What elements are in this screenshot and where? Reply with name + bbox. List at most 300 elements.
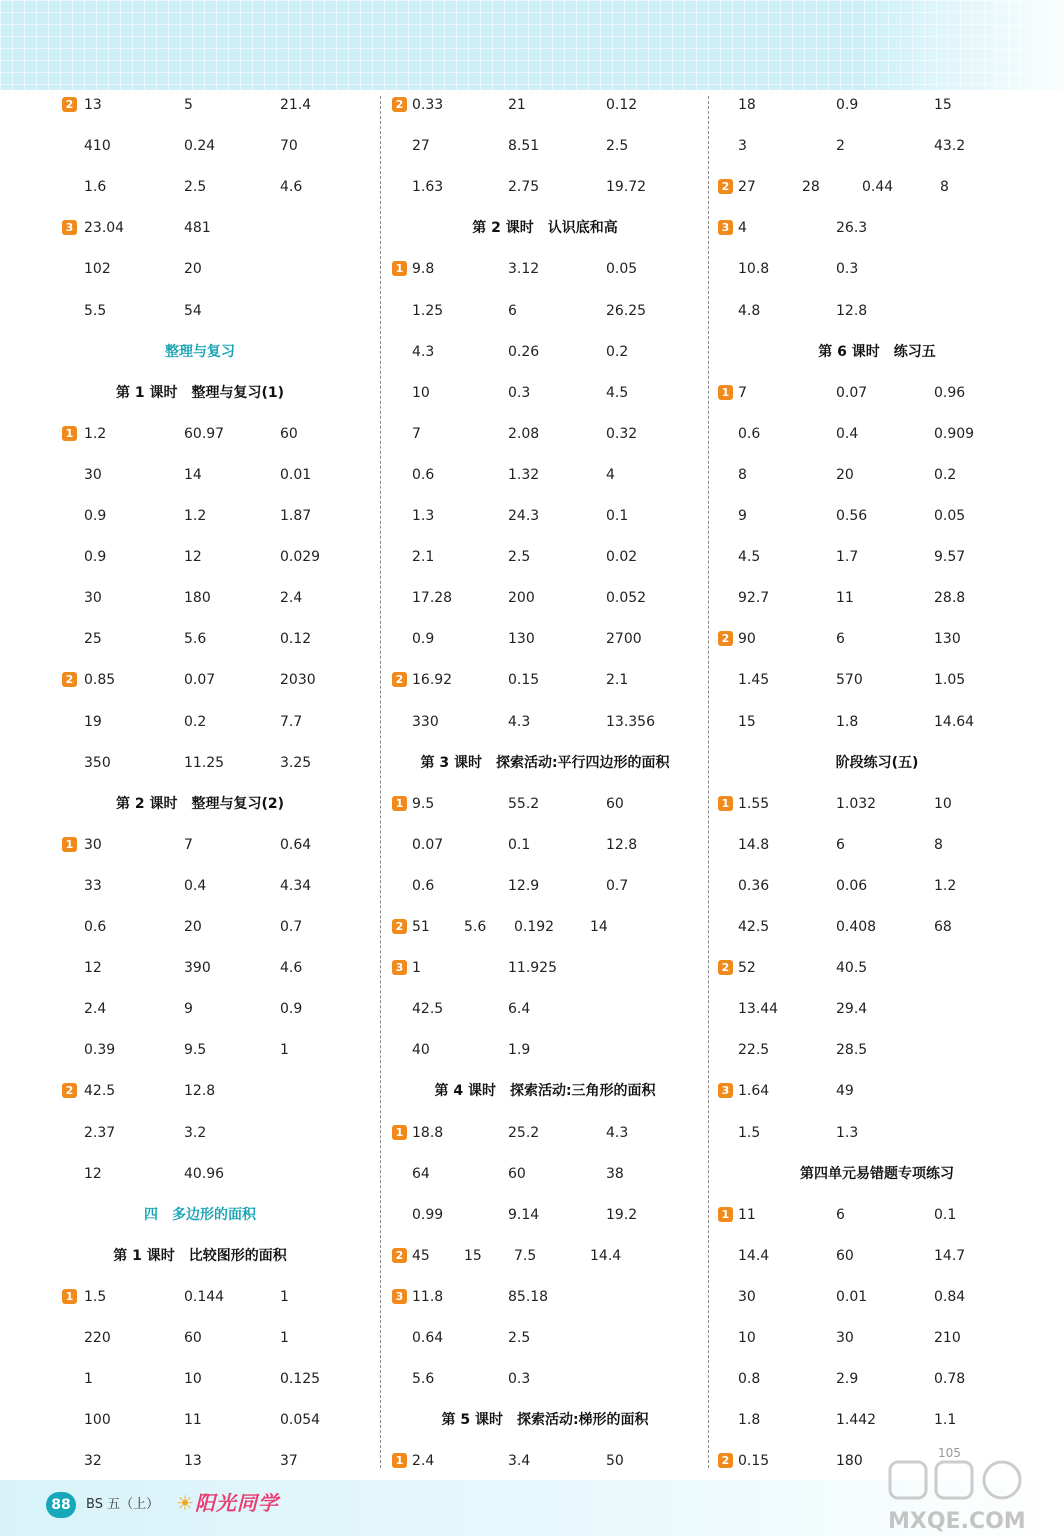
answer-value: 0.144 [184, 1288, 225, 1305]
answer-value: 10 [412, 384, 430, 401]
answer-value: 0.33 [412, 97, 444, 113]
answer-value: 1.25 [412, 302, 444, 319]
answer-value: 11.8 [412, 1288, 444, 1305]
answer-value: 1.8 [738, 1412, 761, 1429]
answer-value: 12.8 [606, 836, 638, 853]
answer-value: 7 [412, 425, 421, 442]
answer-value: 0.15 [738, 1453, 770, 1470]
answer-value: 12 [84, 960, 102, 977]
answer-row [384, 1118, 706, 1148]
question-number-badge: 1 [62, 426, 77, 441]
answer-value: 9.5 [412, 795, 435, 812]
answer-value: 0.192 [514, 919, 555, 935]
answer-value: 14.8 [738, 836, 770, 853]
answer-value: 0.6 [412, 877, 435, 894]
answer-value: 13.44 [738, 1001, 779, 1018]
answer-row [22, 501, 378, 531]
answer-value: 18.8 [412, 1124, 444, 1141]
answer-value: 0.02 [606, 549, 638, 566]
answer-row [712, 912, 1042, 942]
answer-value: 0.32 [606, 425, 638, 442]
answer-value: 0.85 [84, 672, 116, 689]
answer-value: 1.032 [836, 795, 877, 812]
answer-value: 64 [412, 1165, 430, 1182]
answer-row [22, 460, 378, 490]
answer-value: 4 [606, 466, 615, 483]
answer-row [384, 1200, 706, 1230]
answer-value: 1.64 [738, 1083, 770, 1100]
brand-logo: ☀阳光同学 [176, 1491, 279, 1515]
answer-row [22, 830, 378, 860]
answer-value: 4.6 [280, 179, 303, 196]
question-number-badge: 1 [392, 261, 407, 276]
answer-value: 9.8 [412, 261, 435, 278]
answer-value: 0.56 [836, 508, 868, 524]
answer-row [712, 1241, 1042, 1271]
answer-row [712, 707, 1042, 737]
column-divider [380, 96, 381, 1468]
answer-value: 55.2 [508, 795, 540, 812]
answer-row [384, 871, 706, 901]
answer-row [712, 131, 1042, 161]
answer-value: 28.8 [934, 590, 966, 607]
answer-value: 0.01 [836, 1288, 868, 1305]
answer-value: 0.4 [836, 425, 859, 442]
answer-row [712, 665, 1042, 695]
answer-value: 15 [738, 713, 756, 730]
answer-value: 102 [84, 261, 111, 278]
answer-value: 21.4 [280, 97, 312, 113]
question-number-badge: 1 [718, 796, 733, 811]
answer-value: 9 [738, 508, 747, 524]
answer-value: 12.8 [836, 302, 868, 319]
answer-value: 0.9 [84, 508, 107, 524]
page-number: 88 [46, 1492, 76, 1518]
answer-row [22, 254, 378, 284]
answer-value: 2030 [280, 672, 316, 689]
answer-value: 0.3 [836, 261, 859, 278]
answer-value: 4 [738, 220, 747, 237]
answer-value: 19 [84, 713, 102, 730]
answer-value: 2.37 [84, 1124, 116, 1141]
answer-value: 180 [184, 590, 211, 607]
answer-value: 0.15 [508, 672, 540, 689]
answer-row [384, 337, 706, 367]
answer-value: 25 [84, 631, 102, 648]
section-title: 整理与复习 [165, 343, 235, 360]
lesson-title: 第 2 课时 认识底和高 [472, 220, 618, 237]
answer-value: 100 [84, 1412, 111, 1429]
answer-value: 1.2 [934, 877, 957, 894]
answer-row [712, 953, 1042, 983]
answer-row [22, 1159, 378, 1189]
answer-value: 24.3 [508, 508, 540, 524]
answer-row [712, 1323, 1042, 1353]
answer-value: 0.84 [934, 1288, 966, 1305]
answer-value: 1.63 [412, 179, 444, 196]
answer-value: 15 [934, 97, 952, 113]
answer-value: 1.32 [508, 466, 540, 483]
answer-value: 30 [84, 590, 102, 607]
answer-value: 0.9 [412, 631, 435, 648]
answer-value: 8.51 [508, 138, 540, 155]
sun-icon: ☀ [176, 1491, 195, 1515]
answer-value: 0.12 [606, 97, 638, 113]
answer-value: 23.04 [84, 220, 125, 237]
answer-value: 1.6 [84, 179, 107, 196]
answer-value: 350 [84, 754, 111, 771]
answer-row [384, 994, 706, 1024]
answer-row [712, 1118, 1042, 1148]
answer-value: 26.25 [606, 302, 647, 319]
answer-value: 1.1 [934, 1412, 957, 1429]
answer-row [22, 1446, 378, 1476]
answer-value: 0.9 [84, 549, 107, 566]
watermark-number: 105 [938, 1446, 961, 1460]
answer-row [712, 419, 1042, 449]
answer-row [712, 213, 1042, 243]
answer-value: 60 [280, 425, 298, 442]
answer-row [384, 1364, 706, 1394]
answer-row [384, 419, 706, 449]
answer-value: 11 [836, 590, 854, 607]
answer-row [712, 583, 1042, 613]
answer-row [712, 1200, 1042, 1230]
lesson-title: 第 1 课时 比较图形的面积 [113, 1247, 287, 1264]
answer-value: 14.4 [738, 1247, 770, 1264]
answer-row [384, 1241, 706, 1271]
answer-value: 25.2 [508, 1124, 540, 1141]
answer-value: 7.7 [280, 713, 303, 730]
answer-value: 1.2 [184, 508, 207, 524]
answer-value: 1.8 [836, 713, 859, 730]
answer-value: 0.01 [280, 466, 312, 483]
answer-row [384, 460, 706, 490]
answer-value: 22.5 [738, 1042, 770, 1059]
answer-value: 27 [412, 138, 430, 155]
answer-value: 6 [836, 631, 845, 648]
answer-value: 0.9 [280, 1001, 303, 1018]
question-number-badge: 3 [392, 1289, 407, 1304]
answer-value: 3.2 [184, 1124, 207, 1141]
answer-value: 28 [802, 179, 820, 196]
answer-value: 2.4 [84, 1001, 107, 1018]
lesson-title: 第 5 课时 探索活动:梯形的面积 [441, 1412, 649, 1429]
answer-value: 20 [184, 919, 202, 935]
answer-row [384, 1446, 706, 1476]
answer-value: 30 [84, 466, 102, 483]
answer-value: 2.5 [606, 138, 629, 155]
answer-row [22, 296, 378, 326]
answer-value: 0.2 [606, 343, 629, 360]
answer-value: 1.3 [836, 1124, 859, 1141]
answer-value: 11.925 [508, 960, 557, 977]
answer-value: 0.6 [412, 466, 435, 483]
answer-value: 11.25 [184, 754, 225, 771]
answer-row [384, 912, 706, 942]
answer-value: 5.5 [84, 302, 107, 319]
question-number-badge: 2 [392, 97, 407, 112]
answer-value: 0.8 [738, 1371, 761, 1388]
answer-value: 1.5 [738, 1124, 761, 1141]
lesson-title: 第 4 课时 探索活动:三角形的面积 [434, 1083, 656, 1100]
answer-value: 0.3 [508, 384, 531, 401]
answer-value: 7 [738, 384, 747, 401]
answer-value: 30 [836, 1330, 854, 1346]
answer-value: 9.14 [508, 1206, 540, 1223]
answer-row [22, 1118, 378, 1148]
question-number-badge: 3 [718, 220, 733, 235]
answer-value: 14 [184, 466, 202, 483]
answer-row [384, 501, 706, 531]
answer-value: 7 [184, 836, 193, 853]
answer-row [712, 90, 1042, 120]
answer-row [712, 172, 1042, 202]
answer-value: 0.39 [84, 1042, 116, 1059]
answer-value: 0.36 [738, 877, 770, 894]
answer-row [384, 624, 706, 654]
question-number-badge: 2 [62, 1083, 77, 1098]
question-number-badge: 3 [392, 960, 407, 975]
answer-value: 6 [836, 1206, 845, 1223]
answer-value: 2.4 [280, 590, 303, 607]
question-number-badge: 1 [718, 385, 733, 400]
answer-value: 0.052 [606, 590, 647, 607]
answer-value: 12 [184, 549, 202, 566]
answer-row [22, 994, 378, 1024]
answer-row [384, 953, 706, 983]
answer-value: 50 [606, 1453, 624, 1470]
answer-value: 54 [184, 302, 202, 319]
answer-value: 0.12 [280, 631, 312, 648]
answer-value: 0.26 [508, 343, 540, 360]
answer-value: 42.5 [84, 1083, 116, 1100]
answer-value: 0.05 [606, 261, 638, 278]
answer-value: 14 [590, 919, 608, 935]
answer-value: 0.3 [508, 1371, 531, 1388]
answer-value: 38 [606, 1165, 624, 1182]
answer-value: 42.5 [412, 1001, 444, 1018]
answer-value: 10.8 [738, 261, 770, 278]
answer-value: 85.18 [508, 1288, 549, 1305]
answer-value: 9.57 [934, 549, 966, 566]
answer-value: 10 [934, 795, 952, 812]
section-title: 四 多边形的面积 [144, 1206, 256, 1223]
answer-row [22, 542, 378, 572]
answer-value: 0.07 [412, 836, 444, 853]
question-number-badge: 1 [718, 1207, 733, 1222]
answer-column-1 [22, 90, 378, 1480]
answer-row [712, 501, 1042, 531]
lesson-title: 第 2 课时 整理与复习(2) [115, 795, 285, 812]
answer-value: 4.5 [606, 384, 629, 401]
question-number-badge: 3 [62, 220, 77, 235]
lesson-title: 第 1 课时 整理与复习(1) [115, 384, 285, 401]
answer-value: 7.5 [514, 1247, 537, 1264]
answer-row [384, 542, 706, 572]
answer-row [712, 1405, 1042, 1435]
answer-row [22, 871, 378, 901]
answer-value: 0.1 [508, 836, 531, 853]
question-number-badge: 2 [718, 1453, 733, 1468]
answer-value: 0.64 [280, 836, 312, 853]
question-number-badge: 1 [62, 837, 77, 852]
answer-value: 6.4 [508, 1001, 531, 1018]
answer-row [22, 1035, 378, 1065]
answer-value: 3.4 [508, 1453, 531, 1470]
answer-value: 49 [836, 1083, 854, 1100]
answer-value: 2.5 [508, 1330, 531, 1346]
answer-value: 60 [606, 795, 624, 812]
answer-value: 26.3 [836, 220, 868, 237]
answer-value: 481 [184, 220, 211, 237]
watermark-logo [880, 1458, 1060, 1536]
answer-value: 0.2 [934, 466, 957, 483]
answer-value: 0.7 [606, 877, 629, 894]
answer-value: 1.2 [84, 425, 107, 442]
answer-value: 18 [738, 97, 756, 113]
question-number-badge: 3 [718, 1083, 733, 1098]
answer-row [384, 90, 706, 120]
answer-value: 0.44 [862, 179, 894, 196]
answer-row [384, 789, 706, 819]
answer-value: 1 [280, 1042, 289, 1059]
answer-row [384, 1035, 706, 1065]
answer-value: 0.408 [836, 919, 877, 935]
answer-value: 4.8 [738, 302, 761, 319]
answer-value: 1.5 [84, 1288, 107, 1305]
answer-value: 410 [84, 138, 111, 155]
answer-value: 40 [412, 1042, 430, 1059]
answer-value: 45 [412, 1247, 430, 1264]
answer-row [384, 1282, 706, 1312]
answer-row [384, 378, 706, 408]
answer-value: 43.2 [934, 138, 966, 155]
answer-row [712, 542, 1042, 572]
answer-row [22, 583, 378, 613]
answer-value: 1.55 [738, 795, 770, 812]
answer-row [22, 419, 378, 449]
answer-value: 0.029 [280, 549, 321, 566]
answer-value: 130 [934, 631, 961, 648]
answer-value: 5.6 [412, 1371, 435, 1388]
answer-value: 17.28 [412, 590, 453, 607]
answer-value: 0.6 [738, 425, 761, 442]
lesson-title: 第 3 课时 探索活动:平行四边形的面积 [420, 754, 670, 771]
answer-value: 1 [280, 1330, 289, 1346]
answer-row [384, 1159, 706, 1189]
answer-value: 5.6 [184, 631, 207, 648]
answer-value: 16.92 [412, 672, 453, 689]
answer-value: 2.75 [508, 179, 540, 196]
answer-row [712, 296, 1042, 326]
question-number-badge: 2 [392, 919, 407, 934]
answer-value: 70 [280, 138, 298, 155]
answer-value: 180 [836, 1453, 863, 1470]
answer-value: 10 [184, 1371, 202, 1388]
answer-value: 52 [738, 960, 756, 977]
answer-value: 0.24 [184, 138, 216, 155]
answer-value: 2 [836, 138, 845, 155]
answer-value: 11 [738, 1206, 756, 1223]
answer-value: 2700 [606, 631, 642, 648]
answer-value: 5.6 [464, 919, 487, 935]
answer-row [384, 707, 706, 737]
answer-value: 13 [84, 97, 102, 113]
answer-value: 2.1 [606, 672, 629, 689]
answer-value: 330 [412, 713, 439, 730]
answer-row [384, 131, 706, 161]
answer-row [712, 254, 1042, 284]
answer-value: 0.2 [184, 713, 207, 730]
question-number-badge: 2 [718, 179, 733, 194]
question-number-badge: 1 [392, 1453, 407, 1468]
answer-value: 2.1 [412, 549, 435, 566]
answer-row [712, 460, 1042, 490]
answer-value: 60 [184, 1330, 202, 1346]
lesson-title: 第四单元易错题专项练习 [800, 1165, 954, 1182]
answer-value: 37 [280, 1453, 298, 1470]
answer-value: 0.125 [280, 1371, 321, 1388]
answer-value: 90 [738, 631, 756, 648]
answer-value: 14.64 [934, 713, 975, 730]
answer-value: 200 [508, 590, 535, 607]
answer-row [712, 1364, 1042, 1394]
answer-value: 0.4 [184, 877, 207, 894]
answer-value: 27 [738, 179, 756, 196]
answer-value: 1.9 [508, 1042, 531, 1059]
answer-value: 42.5 [738, 919, 770, 935]
answer-column-2 [384, 90, 706, 1480]
answer-value: 9.5 [184, 1042, 207, 1059]
answer-value: 1 [84, 1371, 93, 1388]
answer-value: 20 [836, 466, 854, 483]
question-number-badge: 1 [392, 1125, 407, 1140]
answer-value: 19.72 [606, 179, 647, 196]
answer-value: 220 [84, 1330, 111, 1346]
answer-value: 60 [508, 1165, 526, 1182]
answer-row [712, 994, 1042, 1024]
answer-value: 1.442 [836, 1412, 877, 1429]
answer-value: 2.4 [412, 1453, 435, 1470]
answer-value: 1 [280, 1288, 289, 1305]
answer-row [22, 665, 378, 695]
answer-value: 0.6 [84, 919, 107, 935]
answer-value: 3.12 [508, 261, 540, 278]
answer-value: 2.08 [508, 425, 540, 442]
answer-row [384, 665, 706, 695]
answer-value: 21 [508, 97, 526, 113]
answer-value: 8 [940, 179, 949, 196]
answer-value: 0.78 [934, 1371, 966, 1388]
answer-value: 3.25 [280, 754, 312, 771]
answer-value: 12.8 [184, 1083, 216, 1100]
answer-row [22, 1282, 378, 1312]
answer-value: 30 [84, 836, 102, 853]
answer-row [22, 1364, 378, 1394]
answer-row [712, 871, 1042, 901]
answer-value: 0.06 [836, 877, 868, 894]
answer-row [22, 624, 378, 654]
answer-value: 1 [412, 960, 421, 977]
answer-row [384, 583, 706, 613]
answer-value: 12.9 [508, 877, 540, 894]
header-decoration [0, 0, 1064, 90]
question-number-badge: 1 [392, 796, 407, 811]
answer-row [384, 1323, 706, 1353]
answer-value: 4.6 [280, 960, 303, 977]
answer-value: 2.5 [508, 549, 531, 566]
